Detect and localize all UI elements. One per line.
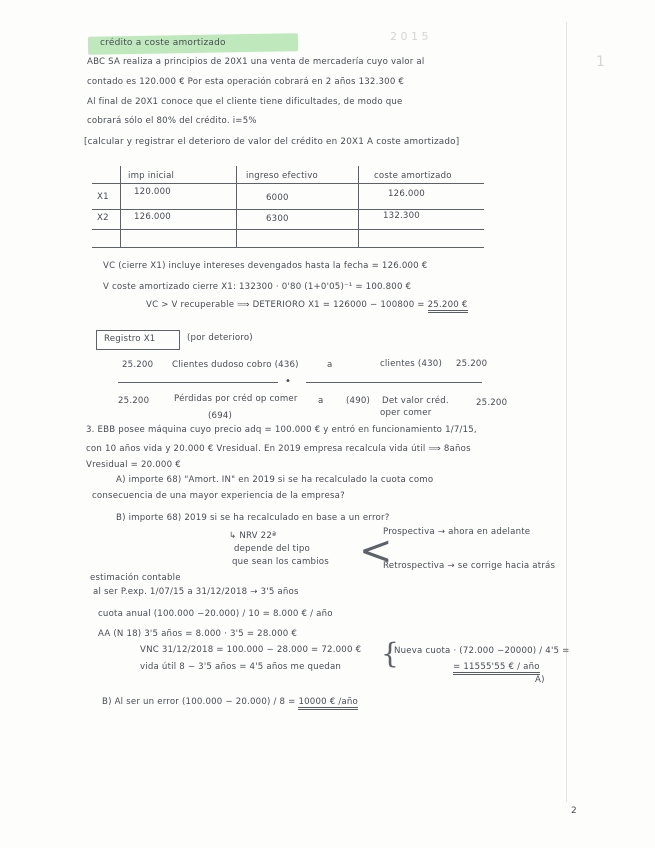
registro-label: Registro X1: [104, 334, 156, 344]
table-rule: [92, 229, 484, 230]
impairment-formula: VC > V recuperable ⟹ DETERIORO X1 = 126000 − 100800 =: [146, 300, 425, 310]
table-cell: 126.000: [388, 189, 425, 199]
entry2-a: a: [318, 396, 324, 406]
table-rule: [120, 166, 121, 248]
brace-curly: {: [381, 637, 399, 670]
page-number: 2: [571, 806, 577, 816]
page-title: crédito a coste amortizado: [100, 38, 226, 48]
question-a: A) importe 68) "Amort. IN" en 2019 si se ha recalculado la cuota como: [116, 475, 434, 485]
cambios-note: que sean los cambios: [232, 557, 329, 567]
nueva-cuota-line: Nueva cuota · (72.000 −20000) / 4'5 =: [394, 646, 570, 656]
entry-a: a: [327, 360, 333, 370]
entry2-credit-account: oper comer: [380, 408, 432, 418]
carrying-value-line: VC (cierre X1) incluye intereses devengados hasta la fecha = 126.000 €: [103, 261, 428, 271]
table-cell: 6300: [266, 214, 289, 224]
table-cell: X1: [97, 192, 109, 202]
question-a: consecuencia de una mayor experiencia de la empresa?: [92, 491, 345, 501]
prospectiva-note: Prospectiva → ahora en adelante: [383, 527, 531, 537]
amortizacion-acumulada-line: AA (N 18) 3'5 años = 8.000 · 3'5 = 28.000 €: [98, 629, 298, 639]
table-rule: [92, 247, 484, 248]
impairment-line: [146, 300, 468, 310]
estimacion-label: estimación contable: [90, 573, 181, 583]
table-header: coste amortizado: [374, 171, 452, 181]
entry2-credit-account: Det valor créd.: [382, 396, 449, 406]
exercise3-statement: Vresidual = 20.000 €: [86, 460, 181, 470]
entry2-amount: 25.200: [118, 396, 150, 406]
entry-credit-account: clientes (430): [380, 359, 443, 369]
question-b: B) importe 68) 2019 si se ha recalculado en base a un error?: [116, 513, 390, 523]
table-cell: 132.300: [383, 211, 420, 221]
error-result: 10000 € /año: [298, 697, 358, 710]
recoverable-value-line: V coste amortizado cierre X1: 132300 · 0'80 (1+0'05)⁻¹ = 100.800 €: [103, 282, 412, 292]
table-header: ingreso efectivo: [246, 171, 319, 181]
registro-note: (por deterioro): [187, 333, 253, 343]
entry-credit-amount: 25.200: [456, 359, 488, 369]
statement-line: Al final de 20X1 conoce que el cliente tiene dificultades, de modo que: [87, 97, 403, 107]
entry-debit-amount: 25.200: [122, 360, 154, 370]
entry-debit-account: Clientes dudoso cobro (436): [172, 360, 299, 370]
impairment-result: 25.200 €: [428, 300, 468, 313]
table-rule: [236, 166, 237, 248]
entry-separator-dot: •: [285, 376, 292, 387]
exercise3-statement: 3. EBB posee máquina cuyo precio adq = 100.000 € y entró en funcionamiento 1/7/15,: [86, 425, 477, 435]
table-header: imp inicial: [128, 171, 175, 181]
exercise3-statement: con 10 años vida y 20.000 € Vresidual. En 2019 empresa recalcula vida útil ⟹ 8años: [86, 444, 471, 454]
margin-line: [566, 22, 567, 802]
table-rule: [92, 209, 484, 210]
table-rule: [92, 183, 484, 184]
entry2-account: Pérdidas por créd op comer: [174, 394, 298, 404]
depende-note: depende del tipo: [234, 544, 310, 554]
periodo-line: al ser P.exp. 1/07/15 a 31/12/2018 → 3'5 años: [93, 587, 299, 597]
task-statement: [calcular y registrar el deterioro de valor del crédito en 20X1 A coste amortizado]: [84, 137, 460, 147]
vida-util-line: vida útil 8 − 3'5 años = 4'5 años me quedan: [140, 662, 342, 672]
entry2-credit-code: (490): [346, 396, 371, 406]
statement-line: cobrará sólo el 80% del crédito. i=5%: [87, 116, 257, 126]
bleed-through-mark: 2 0 1 5: [390, 30, 429, 43]
statement-line: contado es 120.000 € Por esta operación cobrará en 2 años 132.300 €: [87, 77, 405, 87]
answer-a-tag: A): [535, 675, 545, 685]
entry-separator: [306, 382, 482, 383]
entry2-credit-amount: 25.200: [476, 398, 508, 408]
table-cell: X2: [97, 213, 109, 223]
entry-separator: [118, 382, 278, 383]
retrospectiva-note: Retrospectiva → se corrige hacia atrás: [383, 561, 556, 571]
nrv-reference: ↳ NRV 22ª: [229, 531, 277, 541]
table-cell: 6000: [266, 193, 289, 203]
table-rule: [358, 166, 359, 248]
table-cell: 126.000: [134, 212, 171, 222]
bleed-through-mark: 1: [596, 54, 605, 70]
cuota-anual-line: cuota anual (100.000 −20.000) / 10 = 8.000 € / año: [98, 609, 333, 619]
nueva-cuota-result: = 11555'55 € / año: [453, 662, 540, 672]
error-line: B) Al ser un error (100.000 − 20.000) / 8 = 10000 € /año: [102, 697, 358, 707]
vnc-line: VNC 31/12/2018 = 100.000 − 28.000 = 72.000 €: [140, 645, 362, 655]
brace-left: <: [359, 528, 393, 574]
entry2-code: (694): [208, 411, 233, 421]
statement-line: ABC SA realiza a principios de 20X1 una venta de mercadería cuyo valor al: [87, 57, 425, 67]
table-cell: 120.000: [134, 187, 171, 197]
